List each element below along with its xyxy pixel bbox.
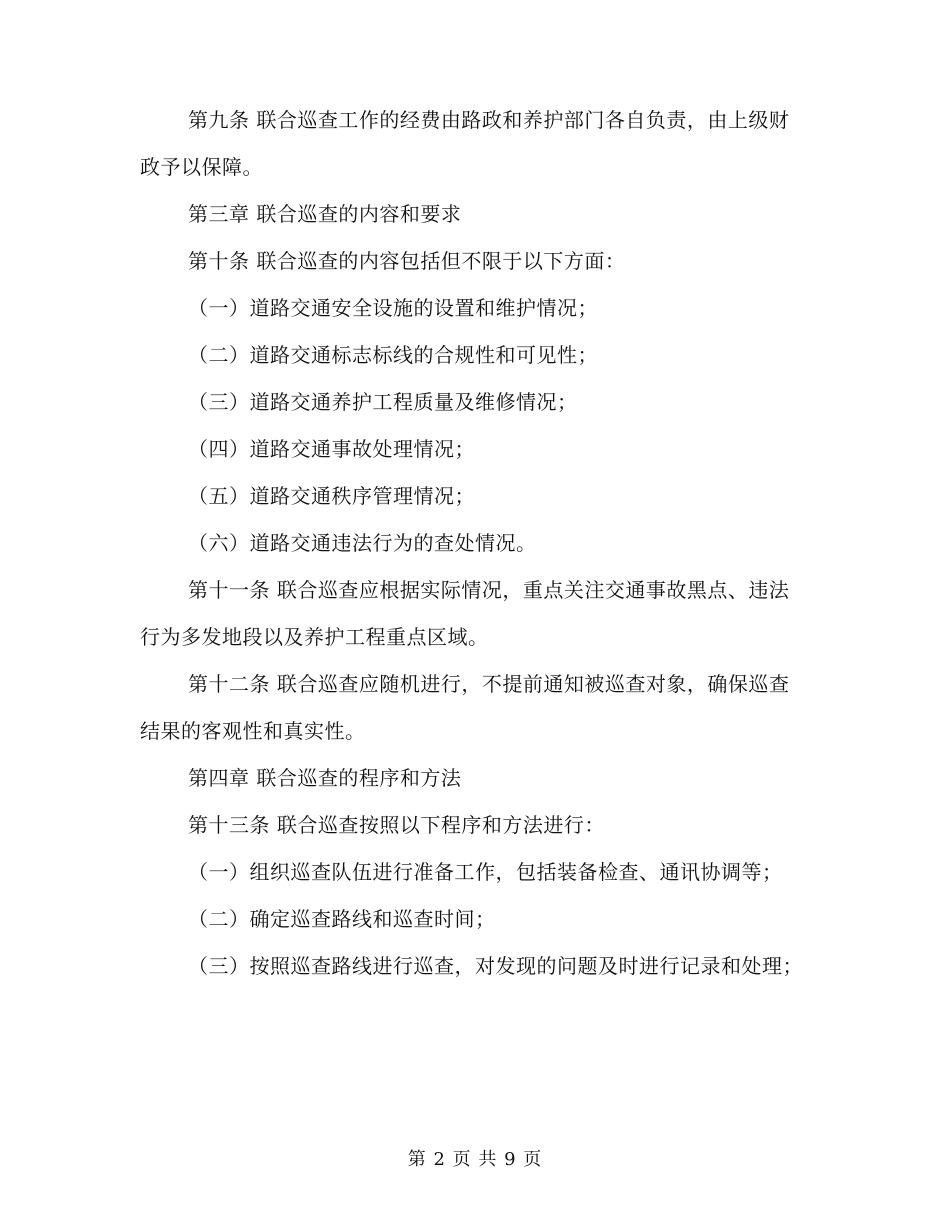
list-item-13-1: （一）组织巡查队伍进行准备工作，包括装备检查、通讯协调等； [188, 860, 783, 884]
list-item-10-5: （五）道路交通秩序管理情况； [188, 484, 475, 508]
list-item-10-3: （三）道路交通养护工程质量及维修情况； [188, 390, 578, 414]
paragraph-article-12: 第十二条 联合巡查应随机进行，不提前通知被巡查对象，确保巡查结果的客观性和真实性。 [140, 672, 790, 743]
list-item-10-2: （二）道路交通标志标线的合规性和可见性； [188, 343, 598, 367]
chapter-3-heading: 第三章 联合巡查的内容和要求 [188, 202, 462, 226]
paragraph-article-13: 第十三条 联合巡查按照以下程序和方法进行： [188, 813, 605, 837]
list-item-10-4: （四）道路交通事故处理情况； [188, 437, 475, 461]
chapter-4-heading: 第四章 联合巡查的程序和方法 [188, 766, 462, 790]
paragraph-article-11: 第十一条 联合巡查应根据实际情况，重点关注交通事故黑点、违法行为多发地段以及养护工程重点区域。 [140, 578, 790, 649]
paragraph-article-10: 第十条 联合巡查的内容包括但不限于以下方面： [188, 249, 626, 273]
list-item-13-3: （三）按照巡查路线进行巡查，对发现的问题及时进行记录和处理； [188, 954, 803, 978]
document-body [140, 97, 805, 990]
list-item-13-2: （二）确定巡查路线和巡查时间； [188, 907, 496, 931]
list-item-10-1: （一）道路交通安全设施的设置和维护情况； [188, 296, 598, 320]
page-number-footer: 第 2 页 共 9 页 [407, 1149, 543, 1170]
paragraph-article-9: 第九条 联合巡查工作的经费由路政和养护部门各自负责，由上级财政予以保障。 [140, 108, 790, 179]
list-item-10-6: （六）道路交通违法行为的查处情况。 [188, 531, 537, 555]
